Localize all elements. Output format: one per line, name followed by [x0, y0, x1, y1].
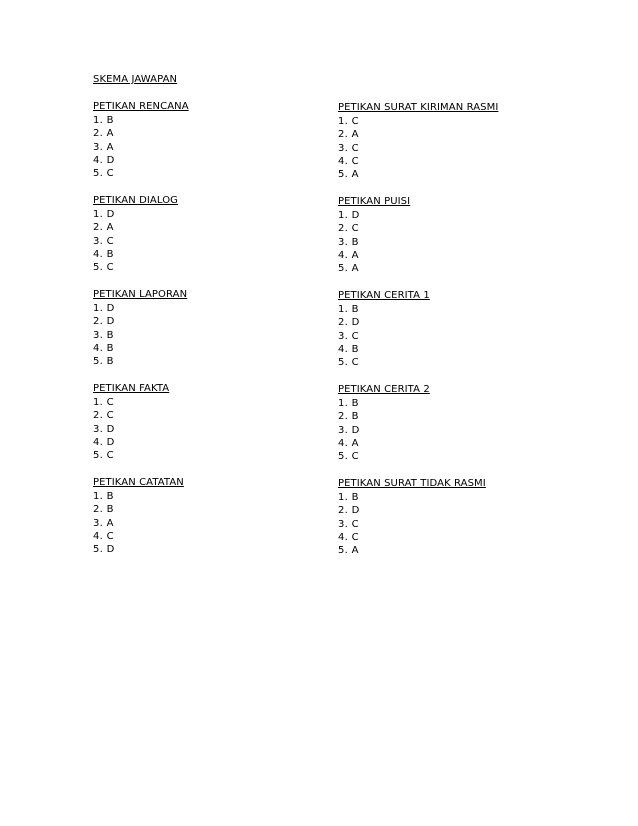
- section-catatan: [93, 476, 333, 570]
- answer-item: 4. C: [338, 155, 359, 167]
- answer-item: 2. C: [93, 410, 114, 422]
- answer-item: 3. A: [93, 141, 114, 153]
- answer-item: 1. D: [338, 210, 360, 221]
- answer-list: [93, 490, 333, 556]
- right-column: [338, 101, 578, 571]
- answer-item: 3. C: [338, 142, 359, 154]
- answer-item: 4. A: [338, 437, 359, 449]
- answer-item: 5. C: [338, 451, 359, 463]
- answer-list: [338, 115, 578, 181]
- section-cerita-2: [338, 383, 578, 477]
- answer-item: 2. C: [338, 223, 359, 235]
- answer-item: 5. A: [338, 169, 359, 181]
- left-column: [93, 100, 333, 570]
- answer-item: 3. C: [338, 330, 359, 342]
- answer-item: 1. B: [338, 492, 359, 503]
- answer-item: 5. C: [338, 357, 359, 369]
- answer-item: 1. B: [338, 304, 359, 315]
- answer-item: 4. C: [93, 530, 114, 542]
- section-title: PETIKAN LAPORAN: [93, 289, 188, 300]
- answer-item: 5. A: [338, 545, 359, 557]
- answer-item: 5. D: [93, 544, 115, 556]
- answer-item: 5. C: [93, 168, 114, 180]
- answer-list: [93, 396, 333, 462]
- section-title: PETIKAN CERITA 1: [338, 290, 430, 301]
- section-title: PETIKAN DIALOG: [93, 195, 179, 206]
- answer-item: 2. B: [338, 411, 359, 423]
- answer-item: 1. D: [93, 209, 115, 220]
- section-dialog: [93, 194, 333, 288]
- answer-item: 4. C: [338, 531, 359, 543]
- section-fakta: [93, 382, 333, 476]
- answer-item: 3. B: [93, 329, 114, 341]
- answer-item: 5. C: [93, 262, 114, 274]
- answer-item: 2. A: [338, 129, 359, 141]
- answer-item: 5. B: [93, 356, 114, 368]
- answer-item: 3. D: [338, 424, 360, 436]
- section-surat-tidak-rasmi: [338, 477, 578, 571]
- answer-item: 1. C: [93, 397, 114, 408]
- section-puisi: [338, 195, 578, 289]
- answer-item: 4. D: [93, 154, 115, 166]
- section-title: PETIKAN CERITA 2: [338, 384, 430, 395]
- answer-item: 4. A: [338, 249, 359, 261]
- answer-item: 2. D: [338, 317, 360, 329]
- answer-list: [338, 209, 578, 275]
- answer-list: [338, 491, 578, 557]
- answer-item: 4. B: [338, 343, 359, 355]
- answer-item: 1. D: [93, 303, 115, 314]
- answer-item: 2. B: [93, 504, 114, 516]
- section-rencana: [93, 100, 333, 194]
- answer-item: 1. B: [93, 115, 114, 126]
- answer-item: 3. B: [338, 236, 359, 248]
- section-cerita-1: [338, 289, 578, 383]
- page-title: SKEMA JAWAPAN: [93, 74, 178, 85]
- answer-item: 1. B: [93, 491, 114, 502]
- answer-item: 4. D: [93, 436, 115, 448]
- answer-list: [93, 114, 333, 180]
- answer-item: 2. D: [338, 505, 360, 517]
- answer-item: 4. B: [93, 248, 114, 260]
- answer-item: 4. B: [93, 342, 114, 354]
- section-title: PETIKAN RENCANA: [93, 101, 189, 112]
- section-title: PETIKAN SURAT KIRIMAN RASMI: [338, 102, 499, 113]
- answer-item: 3. C: [338, 518, 359, 530]
- answer-item: 1. C: [338, 116, 359, 127]
- section-surat-kiriman-rasmi: [338, 101, 578, 195]
- answer-item: 2. A: [93, 128, 114, 140]
- answer-list: [338, 397, 578, 463]
- answer-list: [93, 208, 333, 274]
- section-title: PETIKAN CATATAN: [93, 477, 184, 488]
- section-title: PETIKAN SURAT TIDAK RASMI: [338, 478, 486, 489]
- answer-item: 3. D: [93, 423, 115, 435]
- answer-item: 5. C: [93, 450, 114, 462]
- answer-item: 3. C: [93, 235, 114, 247]
- answer-item: 5. A: [338, 263, 359, 275]
- answer-item: 3. A: [93, 517, 114, 529]
- answer-item: 1. B: [338, 398, 359, 409]
- answer-list: [93, 302, 333, 368]
- section-title: PETIKAN PUISI: [338, 196, 411, 207]
- answer-item: 2. A: [93, 222, 114, 234]
- section-title: PETIKAN FAKTA: [93, 383, 170, 394]
- answer-list: [338, 303, 578, 369]
- answer-item: 2. D: [93, 316, 115, 328]
- section-laporan: [93, 288, 333, 382]
